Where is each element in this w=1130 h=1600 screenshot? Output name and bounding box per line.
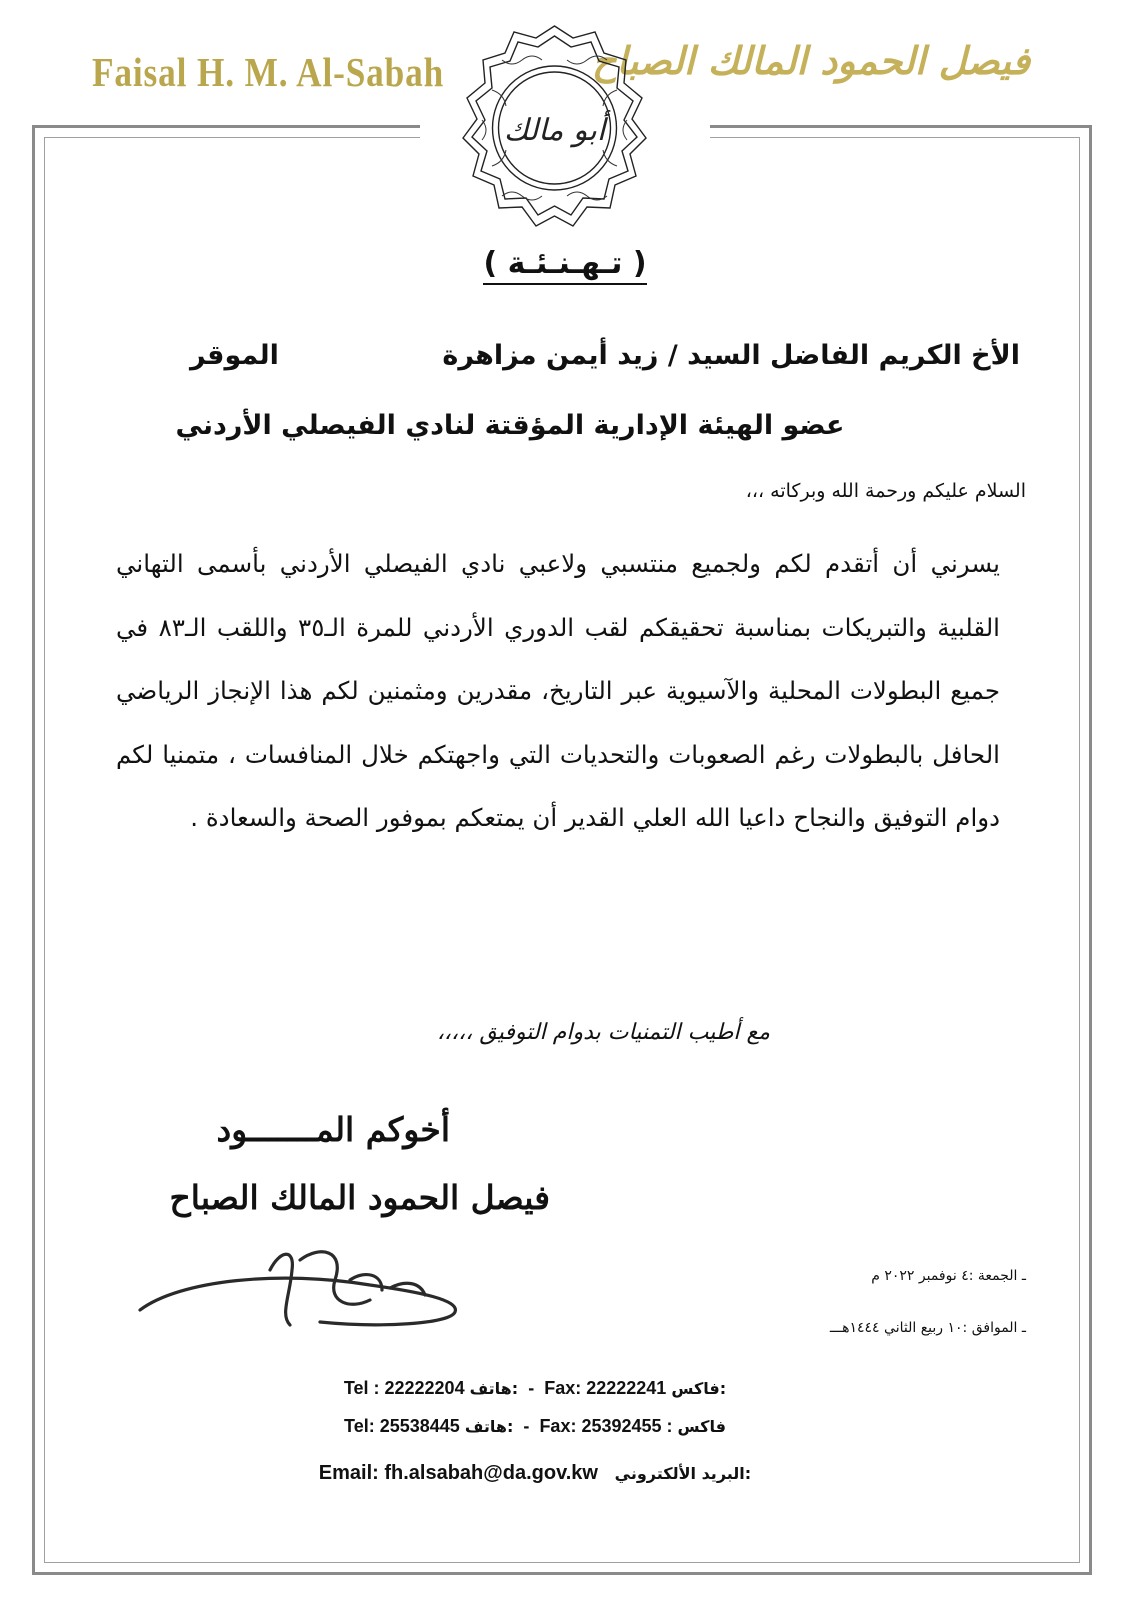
contact-line-1	[255, 1378, 815, 1399]
signer-name: فيصل الحمود المالك الصباح	[169, 1178, 550, 1217]
tel-2: Tel: 25538445	[344, 1416, 460, 1436]
email-label-ar: البريد الألكتروني:	[614, 1464, 752, 1483]
seal-text: أبو مالك	[503, 113, 606, 148]
separator: -	[523, 1416, 530, 1436]
letter-title	[470, 246, 660, 281]
greeting: السلام عليكم ورحمة الله وبركاته ،،،	[745, 480, 1026, 502]
letterhead-name-en: Faisal H. M. Al-Sabah	[92, 49, 445, 95]
closing-wishes: مع أطيب التمنيات بدوام التوفيق ،،،،،	[436, 1020, 770, 1045]
letterhead-name-ar: فيصل الحمود المالك الصباح	[591, 38, 1030, 83]
recipient-role: عضو الهيئة الإدارية المؤقتة لنادي الفيصلي الأردني	[175, 410, 845, 441]
fax-2-label-ar: فاكس	[677, 1417, 726, 1436]
seal-emblem	[442, 20, 667, 245]
tel-2-label-ar: هاتف:	[464, 1417, 514, 1436]
recipient-name: الأخ الكريم الفاضل السيد / زيد أيمن مزاهرة	[442, 340, 1020, 371]
email-address[interactable]: Email: fh.alsabah@da.gov.kw	[318, 1462, 598, 1484]
fax-1-label-ar: فاكس:	[671, 1379, 727, 1398]
recipient-honorific: الموقر	[190, 340, 279, 371]
contact-line-2	[255, 1416, 815, 1437]
recipient-line	[90, 340, 1020, 384]
date-gregorian: ـ الجمعة :٤ نوفمبر ٢٠٢٢ م	[871, 1268, 1026, 1284]
separator: -	[528, 1378, 535, 1398]
date-hijri: ـ الموافق :١٠ ربيع الثاني ١٤٤٤هـــ	[829, 1320, 1026, 1336]
letter-body: يسرني أن أتقدم لكم ولجميع منتسبي ولاعبي نادي الفيصلي الأردني بأسمى التهاني القلبية والتبريكات بمناسبة تحقيقكم لقب الدوري الأردني للمرة الـ٣٥ واللقب الـ٨٣ في جميع البطولات المحلية والآسيوية عبر التاريخ، مقدرين ومثمنين لكم هذا الإنجاز الرياضي الحافل بالبطولات رغم الصعوبات والتحديات التي واجهتكم خلال المنافسات ، متمنيا لكم دوام التوفيق والنجاح داعيا الله العلي القدير أن يمتعكم بموفور الصحة والسعادة .	[116, 549, 1000, 832]
letter-title-text: ( تـهـنـئـة )	[483, 246, 646, 285]
closing-brother: أخوكم المـــــــود	[216, 1110, 450, 1149]
handwritten-signature	[120, 1240, 480, 1340]
fax-1: Fax: 22222241	[544, 1378, 667, 1398]
fax-2: Fax: 25392455 :	[539, 1416, 673, 1436]
contact-email-line	[255, 1462, 815, 1485]
tel-1: Tel : 22222204	[343, 1378, 465, 1398]
tel-1-label-ar: هاتف:	[469, 1379, 519, 1398]
